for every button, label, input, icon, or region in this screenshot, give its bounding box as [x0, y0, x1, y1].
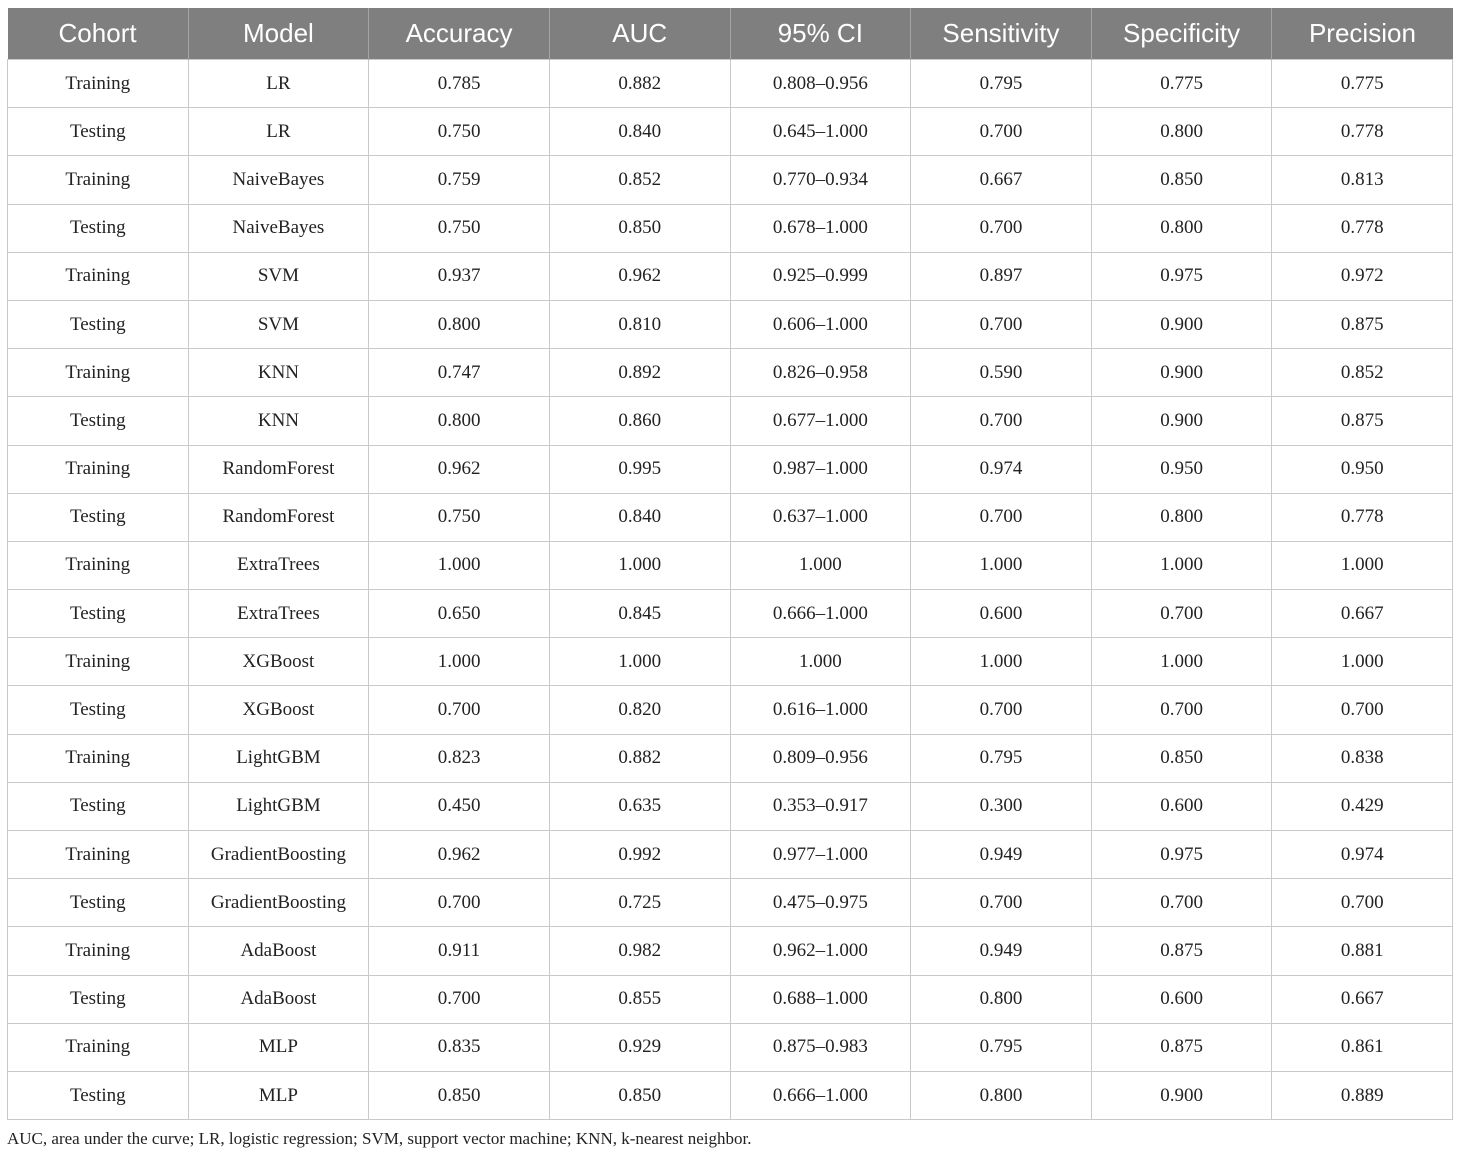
cell-cohort: Testing [8, 204, 189, 252]
table-footnote: AUC, area under the curve; LR, logistic regression; SVM, support vector machine; KNN, k-nearest neighbor. [7, 1129, 752, 1148]
cell-sensitivity: 0.795 [911, 734, 1092, 782]
cell-accuracy: 0.850 [369, 1071, 550, 1119]
cell-cohort: Testing [8, 1071, 189, 1119]
cell-specificity: 0.850 [1091, 156, 1272, 204]
cell-precision: 0.700 [1272, 686, 1453, 734]
cell-specificity: 0.800 [1091, 108, 1272, 156]
cell-cohort: Testing [8, 879, 189, 927]
cell-ci-95: 0.826–0.958 [730, 349, 911, 397]
cell-accuracy: 0.747 [369, 349, 550, 397]
column-header-ci-95: 95% CI [730, 8, 911, 60]
cell-accuracy: 0.450 [369, 782, 550, 830]
cell-auc: 0.982 [549, 927, 730, 975]
cell-model: AdaBoost [188, 975, 369, 1023]
cell-specificity: 0.900 [1091, 300, 1272, 348]
cell-model: LightGBM [188, 734, 369, 782]
cell-auc: 0.850 [549, 204, 730, 252]
cell-precision: 0.838 [1272, 734, 1453, 782]
cell-model: XGBoost [188, 686, 369, 734]
cell-precision: 0.813 [1272, 156, 1453, 204]
cell-specificity: 0.600 [1091, 975, 1272, 1023]
cell-specificity: 0.950 [1091, 445, 1272, 493]
cell-specificity: 0.900 [1091, 349, 1272, 397]
cell-ci-95: 0.688–1.000 [730, 975, 911, 1023]
cell-auc: 0.882 [549, 60, 730, 108]
cell-cohort: Testing [8, 300, 189, 348]
cell-sensitivity: 1.000 [911, 541, 1092, 589]
cell-cohort: Testing [8, 686, 189, 734]
cell-sensitivity: 0.800 [911, 975, 1092, 1023]
cell-precision: 1.000 [1272, 638, 1453, 686]
cell-accuracy: 0.911 [369, 927, 550, 975]
cell-model: RandomForest [188, 493, 369, 541]
table-row [8, 397, 1453, 445]
cell-specificity: 0.700 [1091, 879, 1272, 927]
column-header-accuracy: Accuracy [369, 8, 550, 60]
cell-precision: 0.775 [1272, 60, 1453, 108]
cell-auc: 0.929 [549, 1023, 730, 1071]
cell-ci-95: 0.977–1.000 [730, 831, 911, 879]
cell-accuracy: 0.800 [369, 397, 550, 445]
cell-accuracy: 0.785 [369, 60, 550, 108]
cell-sensitivity: 1.000 [911, 638, 1092, 686]
cell-precision: 0.667 [1272, 590, 1453, 638]
cell-auc: 1.000 [549, 638, 730, 686]
cell-sensitivity: 0.700 [911, 493, 1092, 541]
cell-accuracy: 0.937 [369, 252, 550, 300]
cell-cohort: Testing [8, 108, 189, 156]
table-row [8, 686, 1453, 734]
cell-precision: 1.000 [1272, 541, 1453, 589]
cell-specificity: 0.700 [1091, 686, 1272, 734]
cell-auc: 0.840 [549, 108, 730, 156]
table-row [8, 252, 1453, 300]
cell-model: MLP [188, 1071, 369, 1119]
cell-precision: 0.429 [1272, 782, 1453, 830]
cell-sensitivity: 0.795 [911, 60, 1092, 108]
cell-cohort: Training [8, 541, 189, 589]
cell-specificity: 0.875 [1091, 927, 1272, 975]
cell-specificity: 1.000 [1091, 638, 1272, 686]
table-row [8, 1023, 1453, 1071]
cell-model: ExtraTrees [188, 590, 369, 638]
table-row [8, 831, 1453, 879]
cell-accuracy: 0.700 [369, 975, 550, 1023]
table-row [8, 927, 1453, 975]
column-header-auc: AUC [549, 8, 730, 60]
cell-specificity: 0.875 [1091, 1023, 1272, 1071]
cell-cohort: Training [8, 927, 189, 975]
cell-ci-95: 0.678–1.000 [730, 204, 911, 252]
cell-cohort: Testing [8, 493, 189, 541]
cell-auc: 0.820 [549, 686, 730, 734]
column-header-specificity: Specificity [1091, 8, 1272, 60]
cell-auc: 0.855 [549, 975, 730, 1023]
cell-cohort: Testing [8, 397, 189, 445]
cell-model: SVM [188, 252, 369, 300]
cell-model: NaiveBayes [188, 204, 369, 252]
cell-ci-95: 0.353–0.917 [730, 782, 911, 830]
cell-ci-95: 0.616–1.000 [730, 686, 911, 734]
cell-sensitivity: 0.300 [911, 782, 1092, 830]
cell-ci-95: 0.677–1.000 [730, 397, 911, 445]
cell-accuracy: 0.750 [369, 493, 550, 541]
cell-sensitivity: 0.700 [911, 879, 1092, 927]
cell-accuracy: 1.000 [369, 638, 550, 686]
cell-sensitivity: 0.800 [911, 1071, 1092, 1119]
cell-accuracy: 0.835 [369, 1023, 550, 1071]
cell-ci-95: 0.808–0.956 [730, 60, 911, 108]
cell-precision: 0.881 [1272, 927, 1453, 975]
cell-sensitivity: 0.600 [911, 590, 1092, 638]
cell-accuracy: 0.750 [369, 204, 550, 252]
column-header-sensitivity: Sensitivity [911, 8, 1092, 60]
cell-sensitivity: 0.897 [911, 252, 1092, 300]
table-row [8, 638, 1453, 686]
cell-cohort: Training [8, 60, 189, 108]
cell-precision: 0.852 [1272, 349, 1453, 397]
cell-sensitivity: 0.590 [911, 349, 1092, 397]
cell-accuracy: 1.000 [369, 541, 550, 589]
model-performance-table [7, 8, 1453, 1120]
cell-sensitivity: 0.974 [911, 445, 1092, 493]
cell-auc: 0.882 [549, 734, 730, 782]
cell-specificity: 1.000 [1091, 541, 1272, 589]
results-table-container [7, 8, 1453, 1120]
table-row [8, 300, 1453, 348]
cell-ci-95: 0.606–1.000 [730, 300, 911, 348]
cell-ci-95: 1.000 [730, 638, 911, 686]
cell-cohort: Training [8, 349, 189, 397]
cell-sensitivity: 0.795 [911, 1023, 1092, 1071]
cell-precision: 0.875 [1272, 397, 1453, 445]
cell-specificity: 0.800 [1091, 493, 1272, 541]
cell-auc: 0.810 [549, 300, 730, 348]
cell-cohort: Testing [8, 590, 189, 638]
cell-ci-95: 0.666–1.000 [730, 1071, 911, 1119]
cell-precision: 0.667 [1272, 975, 1453, 1023]
cell-specificity: 0.850 [1091, 734, 1272, 782]
cell-sensitivity: 0.700 [911, 108, 1092, 156]
table-row [8, 1071, 1453, 1119]
cell-cohort: Training [8, 638, 189, 686]
cell-sensitivity: 0.700 [911, 397, 1092, 445]
cell-accuracy: 0.962 [369, 445, 550, 493]
cell-cohort: Training [8, 734, 189, 782]
cell-accuracy: 0.800 [369, 300, 550, 348]
cell-model: AdaBoost [188, 927, 369, 975]
cell-precision: 0.778 [1272, 108, 1453, 156]
cell-specificity: 0.900 [1091, 1071, 1272, 1119]
cell-ci-95: 0.770–0.934 [730, 156, 911, 204]
cell-ci-95: 0.475–0.975 [730, 879, 911, 927]
cell-precision: 0.974 [1272, 831, 1453, 879]
cell-ci-95: 0.666–1.000 [730, 590, 911, 638]
cell-accuracy: 0.650 [369, 590, 550, 638]
cell-auc: 0.892 [549, 349, 730, 397]
cell-accuracy: 0.750 [369, 108, 550, 156]
cell-ci-95: 0.875–0.983 [730, 1023, 911, 1071]
table-row [8, 60, 1453, 108]
cell-auc: 0.635 [549, 782, 730, 830]
cell-cohort: Training [8, 445, 189, 493]
cell-precision: 0.861 [1272, 1023, 1453, 1071]
cell-specificity: 0.975 [1091, 252, 1272, 300]
cell-model: RandomForest [188, 445, 369, 493]
cell-model: XGBoost [188, 638, 369, 686]
cell-ci-95: 0.962–1.000 [730, 927, 911, 975]
cell-sensitivity: 0.949 [911, 927, 1092, 975]
table-row [8, 156, 1453, 204]
cell-model: KNN [188, 349, 369, 397]
cell-model: ExtraTrees [188, 541, 369, 589]
table-row [8, 349, 1453, 397]
cell-ci-95: 0.637–1.000 [730, 493, 911, 541]
cell-accuracy: 0.962 [369, 831, 550, 879]
cell-model: LR [188, 108, 369, 156]
cell-auc: 0.852 [549, 156, 730, 204]
cell-sensitivity: 0.667 [911, 156, 1092, 204]
table-header [8, 8, 1453, 60]
cell-accuracy: 0.823 [369, 734, 550, 782]
table-row [8, 590, 1453, 638]
cell-auc: 0.962 [549, 252, 730, 300]
cell-model: LightGBM [188, 782, 369, 830]
cell-auc: 0.840 [549, 493, 730, 541]
cell-accuracy: 0.700 [369, 879, 550, 927]
cell-precision: 0.950 [1272, 445, 1453, 493]
cell-specificity: 0.975 [1091, 831, 1272, 879]
cell-accuracy: 0.759 [369, 156, 550, 204]
cell-cohort: Training [8, 1023, 189, 1071]
cell-ci-95: 0.645–1.000 [730, 108, 911, 156]
column-header-model: Model [188, 8, 369, 60]
cell-auc: 0.845 [549, 590, 730, 638]
column-header-cohort: Cohort [8, 8, 189, 60]
table-row [8, 493, 1453, 541]
cell-precision: 0.889 [1272, 1071, 1453, 1119]
cell-cohort: Training [8, 252, 189, 300]
cell-accuracy: 0.700 [369, 686, 550, 734]
cell-auc: 0.995 [549, 445, 730, 493]
cell-auc: 1.000 [549, 541, 730, 589]
cell-specificity: 0.600 [1091, 782, 1272, 830]
cell-cohort: Testing [8, 782, 189, 830]
table-row [8, 734, 1453, 782]
cell-ci-95: 0.925–0.999 [730, 252, 911, 300]
cell-auc: 0.850 [549, 1071, 730, 1119]
cell-model: LR [188, 60, 369, 108]
cell-sensitivity: 0.700 [911, 686, 1092, 734]
cell-auc: 0.725 [549, 879, 730, 927]
cell-cohort: Testing [8, 975, 189, 1023]
cell-sensitivity: 0.700 [911, 204, 1092, 252]
cell-precision: 0.778 [1272, 493, 1453, 541]
table-row [8, 108, 1453, 156]
cell-cohort: Training [8, 156, 189, 204]
table-row [8, 782, 1453, 830]
cell-specificity: 0.775 [1091, 60, 1272, 108]
cell-model: GradientBoosting [188, 831, 369, 879]
cell-model: MLP [188, 1023, 369, 1071]
cell-precision: 0.700 [1272, 879, 1453, 927]
cell-precision: 0.875 [1272, 300, 1453, 348]
cell-auc: 0.860 [549, 397, 730, 445]
cell-sensitivity: 0.949 [911, 831, 1092, 879]
cell-sensitivity: 0.700 [911, 300, 1092, 348]
cell-specificity: 0.700 [1091, 590, 1272, 638]
cell-model: NaiveBayes [188, 156, 369, 204]
table-row [8, 204, 1453, 252]
table-row [8, 445, 1453, 493]
cell-ci-95: 0.809–0.956 [730, 734, 911, 782]
table-row [8, 975, 1453, 1023]
table-row [8, 541, 1453, 589]
cell-specificity: 0.900 [1091, 397, 1272, 445]
cell-model: SVM [188, 300, 369, 348]
cell-model: GradientBoosting [188, 879, 369, 927]
cell-model: KNN [188, 397, 369, 445]
cell-precision: 0.778 [1272, 204, 1453, 252]
cell-auc: 0.992 [549, 831, 730, 879]
table-body [8, 60, 1453, 1120]
cell-precision: 0.972 [1272, 252, 1453, 300]
cell-specificity: 0.800 [1091, 204, 1272, 252]
cell-ci-95: 1.000 [730, 541, 911, 589]
column-header-precision: Precision [1272, 8, 1453, 60]
cell-ci-95: 0.987–1.000 [730, 445, 911, 493]
table-row [8, 879, 1453, 927]
header-row [8, 8, 1453, 60]
cell-cohort: Training [8, 831, 189, 879]
